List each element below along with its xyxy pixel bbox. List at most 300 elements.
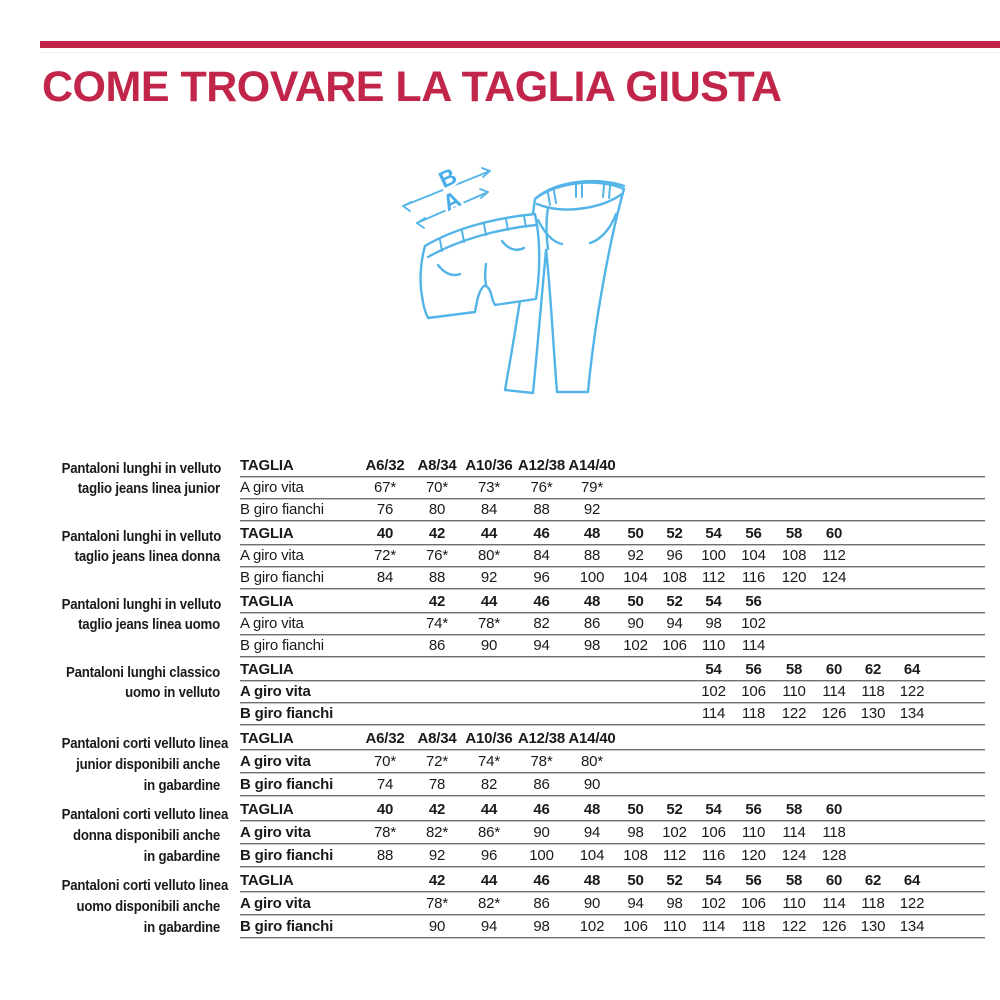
value-cell: 96 (463, 844, 515, 867)
value-cell: 80 (411, 499, 463, 521)
value-cell (515, 703, 568, 725)
value-cell: 106 (694, 821, 733, 844)
value-cell: 118 (733, 915, 774, 938)
value-cell: 126 (814, 703, 854, 725)
value-cell: 104 (733, 545, 774, 567)
value-cell: 58 (774, 523, 814, 545)
value-cell: 116 (694, 844, 733, 867)
value-cell: 86 (411, 635, 463, 657)
value-cell: 82* (463, 892, 515, 915)
value-cell (892, 844, 932, 867)
size-table-block (40, 455, 985, 521)
value-cell: 82 (515, 613, 568, 635)
value-cell (892, 821, 932, 844)
value-cell: 56 (733, 523, 774, 545)
value-cell (463, 681, 515, 703)
filler-cell (932, 545, 985, 567)
row-label: A giro vita (240, 750, 359, 773)
caption-line: uomo disponibili anche (76, 898, 220, 915)
value-cell: 48 (568, 591, 616, 613)
value-cell (774, 635, 814, 657)
value-cell: 110 (733, 821, 774, 844)
value-cell: A12/38 (515, 727, 568, 750)
filler-cell (932, 567, 985, 589)
row-label: A giro vita (240, 613, 359, 635)
value-cell (814, 613, 854, 635)
value-cell: 124 (774, 844, 814, 867)
value-cell: 76* (515, 477, 568, 499)
size-table (240, 727, 985, 796)
value-cell: 90 (568, 773, 616, 796)
value-cell: 118 (814, 821, 854, 844)
value-cell: 56 (733, 798, 774, 821)
value-cell: 56 (733, 659, 774, 681)
filler-cell (932, 750, 985, 773)
size-tables (40, 455, 985, 940)
size-table (240, 869, 985, 938)
caption-line: junior disponibili anche (76, 756, 220, 773)
value-cell: A6/32 (359, 455, 411, 477)
value-cell (854, 455, 892, 477)
value-cell: A10/36 (463, 455, 515, 477)
value-cell: 102 (655, 821, 694, 844)
value-cell: 106 (733, 681, 774, 703)
value-cell (411, 659, 463, 681)
value-cell (814, 773, 854, 796)
value-cell (854, 750, 892, 773)
value-cell (892, 773, 932, 796)
row-label: TAGLIA (240, 659, 359, 681)
waist-row (240, 477, 985, 499)
caption-line: Pantaloni lunghi classico (65, 664, 220, 681)
size-table-block (40, 659, 985, 725)
value-cell (655, 477, 694, 499)
size-header-row (240, 455, 985, 477)
value-cell: 54 (694, 591, 733, 613)
value-cell: 78* (463, 613, 515, 635)
value-cell: 79* (568, 477, 616, 499)
value-cell: 90 (515, 821, 568, 844)
value-cell: 78* (411, 892, 463, 915)
value-cell: 78 (411, 773, 463, 796)
hips-row (240, 499, 985, 521)
value-cell: 100 (694, 545, 733, 567)
waist-row (240, 613, 985, 635)
value-cell: 67* (359, 477, 411, 499)
waist-row (240, 545, 985, 567)
row-label: B giro fianchi (240, 499, 359, 521)
caption-line: Pantaloni corti velluto linea (61, 735, 229, 752)
value-cell: 64 (892, 659, 932, 681)
value-cell: 70* (359, 750, 411, 773)
value-cell (733, 499, 774, 521)
value-cell (359, 915, 411, 938)
value-cell: 102 (733, 613, 774, 635)
value-cell: 62 (854, 659, 892, 681)
value-cell: 60 (814, 869, 854, 892)
size-table (240, 591, 985, 657)
value-cell: 54 (694, 798, 733, 821)
value-cell (814, 591, 854, 613)
value-cell (774, 773, 814, 796)
value-cell: 50 (616, 869, 655, 892)
value-cell: 134 (892, 915, 932, 938)
table-caption (40, 869, 229, 938)
value-cell: 74* (411, 613, 463, 635)
filler-cell (932, 703, 985, 725)
table-caption (40, 523, 220, 589)
value-cell: 86* (463, 821, 515, 844)
faint-sub-rule (40, 52, 1000, 53)
value-cell: 102 (694, 681, 733, 703)
value-cell: 84 (359, 567, 411, 589)
value-cell: 56 (733, 591, 774, 613)
value-cell: 106 (655, 635, 694, 657)
value-cell (854, 591, 892, 613)
value-cell (568, 681, 616, 703)
value-cell: 98 (568, 635, 616, 657)
value-cell: 50 (616, 798, 655, 821)
row-label: TAGLIA (240, 591, 359, 613)
value-cell: 112 (814, 545, 854, 567)
value-cell: 72* (359, 545, 411, 567)
value-cell (774, 750, 814, 773)
value-cell: 62 (854, 869, 892, 892)
hips-row (240, 915, 985, 938)
value-cell (892, 455, 932, 477)
row-label: B giro fianchi (240, 915, 359, 938)
value-cell (616, 681, 655, 703)
row-label: TAGLIA (240, 455, 359, 477)
value-cell (411, 681, 463, 703)
table-caption (40, 455, 220, 521)
size-header-row (240, 659, 985, 681)
value-cell: 92 (616, 545, 655, 567)
hips-row (240, 844, 985, 867)
value-cell: 90 (568, 892, 616, 915)
value-cell: 82 (463, 773, 515, 796)
value-cell: 48 (568, 869, 616, 892)
value-cell (733, 773, 774, 796)
top-red-rule (40, 41, 1000, 48)
value-cell: 50 (616, 523, 655, 545)
value-cell: 88 (359, 844, 411, 867)
value-cell: 70* (411, 477, 463, 499)
value-cell: 88 (515, 499, 568, 521)
value-cell: 94 (463, 915, 515, 938)
value-cell (359, 681, 411, 703)
value-cell (733, 750, 774, 773)
value-cell: 54 (694, 659, 733, 681)
caption-line: Pantaloni corti velluto linea (61, 806, 229, 823)
value-cell (814, 750, 854, 773)
caption-line: taglio jeans linea donna (74, 548, 221, 565)
value-cell (359, 659, 411, 681)
size-header-row (240, 869, 985, 892)
value-cell (616, 659, 655, 681)
value-cell (655, 727, 694, 750)
value-cell: 46 (515, 798, 568, 821)
value-cell (892, 635, 932, 657)
value-cell: A10/36 (463, 727, 515, 750)
value-cell: 58 (774, 869, 814, 892)
value-cell (655, 499, 694, 521)
waist-row (240, 821, 985, 844)
value-cell: 98 (655, 892, 694, 915)
value-cell (774, 613, 814, 635)
filler-cell (932, 681, 985, 703)
row-label: A giro vita (240, 545, 359, 567)
value-cell: 120 (774, 567, 814, 589)
value-cell: 94 (616, 892, 655, 915)
filler-cell (932, 455, 985, 477)
size-header-row (240, 591, 985, 613)
value-cell: 106 (616, 915, 655, 938)
filler-cell (932, 844, 985, 867)
filler-cell (932, 613, 985, 635)
value-cell (814, 499, 854, 521)
value-cell: 110 (774, 681, 814, 703)
row-label: B giro fianchi (240, 773, 359, 796)
value-cell: 78* (359, 821, 411, 844)
waist-row (240, 681, 985, 703)
value-cell (655, 773, 694, 796)
value-cell: 90 (411, 915, 463, 938)
value-cell (694, 773, 733, 796)
value-cell: 52 (655, 869, 694, 892)
value-cell: 44 (463, 869, 515, 892)
value-cell: 116 (733, 567, 774, 589)
value-cell: 98 (694, 613, 733, 635)
value-cell: 56 (733, 869, 774, 892)
value-cell: 118 (854, 681, 892, 703)
size-header-row (240, 727, 985, 750)
value-cell (359, 613, 411, 635)
value-cell: 122 (774, 703, 814, 725)
value-cell: 92 (411, 844, 463, 867)
value-cell: 92 (568, 499, 616, 521)
value-cell (694, 477, 733, 499)
value-cell: 112 (655, 844, 694, 867)
size-table (240, 523, 985, 589)
value-cell: 114 (774, 821, 814, 844)
row-label: B giro fianchi (240, 635, 359, 657)
row-label: TAGLIA (240, 727, 359, 750)
value-cell: 90 (463, 635, 515, 657)
caption-line: Pantaloni corti velluto linea (61, 877, 229, 894)
value-cell (411, 703, 463, 725)
value-cell: 76 (359, 499, 411, 521)
row-label: A giro vita (240, 477, 359, 499)
value-cell: 128 (814, 844, 854, 867)
value-cell (854, 477, 892, 499)
value-cell: 92 (463, 567, 515, 589)
value-cell (854, 523, 892, 545)
caption-line: in gabardine (143, 777, 220, 794)
value-cell (892, 545, 932, 567)
value-cell: 90 (616, 613, 655, 635)
value-cell: 100 (568, 567, 616, 589)
value-cell: 44 (463, 798, 515, 821)
value-cell (854, 844, 892, 867)
row-label: A giro vita (240, 821, 359, 844)
value-cell (774, 727, 814, 750)
value-cell: A12/38 (515, 455, 568, 477)
value-cell (854, 613, 892, 635)
value-cell (616, 727, 655, 750)
value-cell: 52 (655, 523, 694, 545)
value-cell (616, 499, 655, 521)
value-cell: 42 (411, 591, 463, 613)
size-table-block (40, 591, 985, 657)
value-cell: 122 (892, 681, 932, 703)
value-cell: 86 (515, 892, 568, 915)
value-cell (892, 477, 932, 499)
size-table-block (40, 798, 985, 867)
value-cell: 122 (892, 892, 932, 915)
filler-cell (932, 635, 985, 657)
value-cell: 88 (568, 545, 616, 567)
value-cell: 102 (616, 635, 655, 657)
value-cell (814, 727, 854, 750)
value-cell: 48 (568, 523, 616, 545)
filler-cell (932, 869, 985, 892)
value-cell (694, 727, 733, 750)
value-cell: 110 (655, 915, 694, 938)
value-cell: 54 (694, 523, 733, 545)
value-cell (854, 499, 892, 521)
value-cell: 122 (774, 915, 814, 938)
size-table-block (40, 523, 985, 589)
caption-line: taglio jeans linea uomo (78, 616, 220, 633)
value-cell (892, 613, 932, 635)
value-cell: 94 (515, 635, 568, 657)
value-cell: 46 (515, 591, 568, 613)
value-cell (814, 455, 854, 477)
value-cell: 118 (854, 892, 892, 915)
value-cell: 40 (359, 798, 411, 821)
waist-row (240, 750, 985, 773)
filler-cell (932, 773, 985, 796)
value-cell (892, 727, 932, 750)
value-cell: 50 (616, 591, 655, 613)
filler-cell (932, 499, 985, 521)
value-cell: 44 (463, 523, 515, 545)
value-cell (892, 499, 932, 521)
value-cell: A14/40 (568, 727, 616, 750)
value-cell: 73* (463, 477, 515, 499)
value-cell (892, 567, 932, 589)
value-cell: 98 (616, 821, 655, 844)
filler-cell (932, 477, 985, 499)
size-header-row (240, 523, 985, 545)
value-cell: 60 (814, 798, 854, 821)
table-caption (40, 727, 229, 796)
value-cell: 124 (814, 567, 854, 589)
caption-line: in gabardine (143, 919, 220, 936)
value-cell (359, 591, 411, 613)
value-cell (515, 659, 568, 681)
row-label: B giro fianchi (240, 844, 359, 867)
value-cell: 78* (515, 750, 568, 773)
value-cell: 94 (655, 613, 694, 635)
value-cell: 100 (515, 844, 568, 867)
value-cell: 42 (411, 869, 463, 892)
filler-cell (932, 591, 985, 613)
value-cell (854, 635, 892, 657)
value-cell: 104 (568, 844, 616, 867)
value-cell: 74 (359, 773, 411, 796)
value-cell: 120 (733, 844, 774, 867)
value-cell: 44 (463, 591, 515, 613)
waist-measure-label: A (438, 185, 465, 217)
value-cell (774, 455, 814, 477)
value-cell: 102 (568, 915, 616, 938)
row-label: A giro vita (240, 892, 359, 915)
row-label: TAGLIA (240, 798, 359, 821)
value-cell (892, 750, 932, 773)
value-cell: 54 (694, 869, 733, 892)
value-cell: 118 (733, 703, 774, 725)
value-cell: 42 (411, 523, 463, 545)
value-cell: 52 (655, 798, 694, 821)
value-cell (463, 703, 515, 725)
row-label: B giro fianchi (240, 567, 359, 589)
filler-cell (932, 892, 985, 915)
value-cell (854, 773, 892, 796)
value-cell: 108 (616, 844, 655, 867)
value-cell: 96 (655, 545, 694, 567)
value-cell: 114 (733, 635, 774, 657)
value-cell (568, 703, 616, 725)
value-cell (733, 477, 774, 499)
value-cell (655, 703, 694, 725)
caption-line: Pantaloni lunghi in velluto (61, 528, 222, 545)
value-cell: 86 (515, 773, 568, 796)
value-cell: 82* (411, 821, 463, 844)
waist-row (240, 892, 985, 915)
value-cell: 52 (655, 591, 694, 613)
value-cell: 102 (694, 892, 733, 915)
value-cell (733, 727, 774, 750)
value-cell (655, 681, 694, 703)
value-cell: 126 (814, 915, 854, 938)
value-cell (854, 727, 892, 750)
value-cell: A6/32 (359, 727, 411, 750)
hips-row (240, 703, 985, 725)
value-cell (774, 477, 814, 499)
value-cell (359, 892, 411, 915)
filler-cell (932, 727, 985, 750)
value-cell: A14/40 (568, 455, 616, 477)
value-cell: 72* (411, 750, 463, 773)
table-caption (40, 591, 220, 657)
value-cell: 46 (515, 869, 568, 892)
value-cell: 110 (694, 635, 733, 657)
value-cell: 48 (568, 798, 616, 821)
value-cell (733, 455, 774, 477)
value-cell (694, 455, 733, 477)
caption-line: taglio jeans linea junior (77, 480, 220, 497)
value-cell: 112 (694, 567, 733, 589)
value-cell (655, 750, 694, 773)
table-caption (40, 798, 229, 867)
value-cell (892, 523, 932, 545)
hips-row (240, 635, 985, 657)
caption-line: in gabardine (143, 848, 220, 865)
value-cell: 60 (814, 523, 854, 545)
shorts-and-pants-illustration (385, 152, 685, 412)
